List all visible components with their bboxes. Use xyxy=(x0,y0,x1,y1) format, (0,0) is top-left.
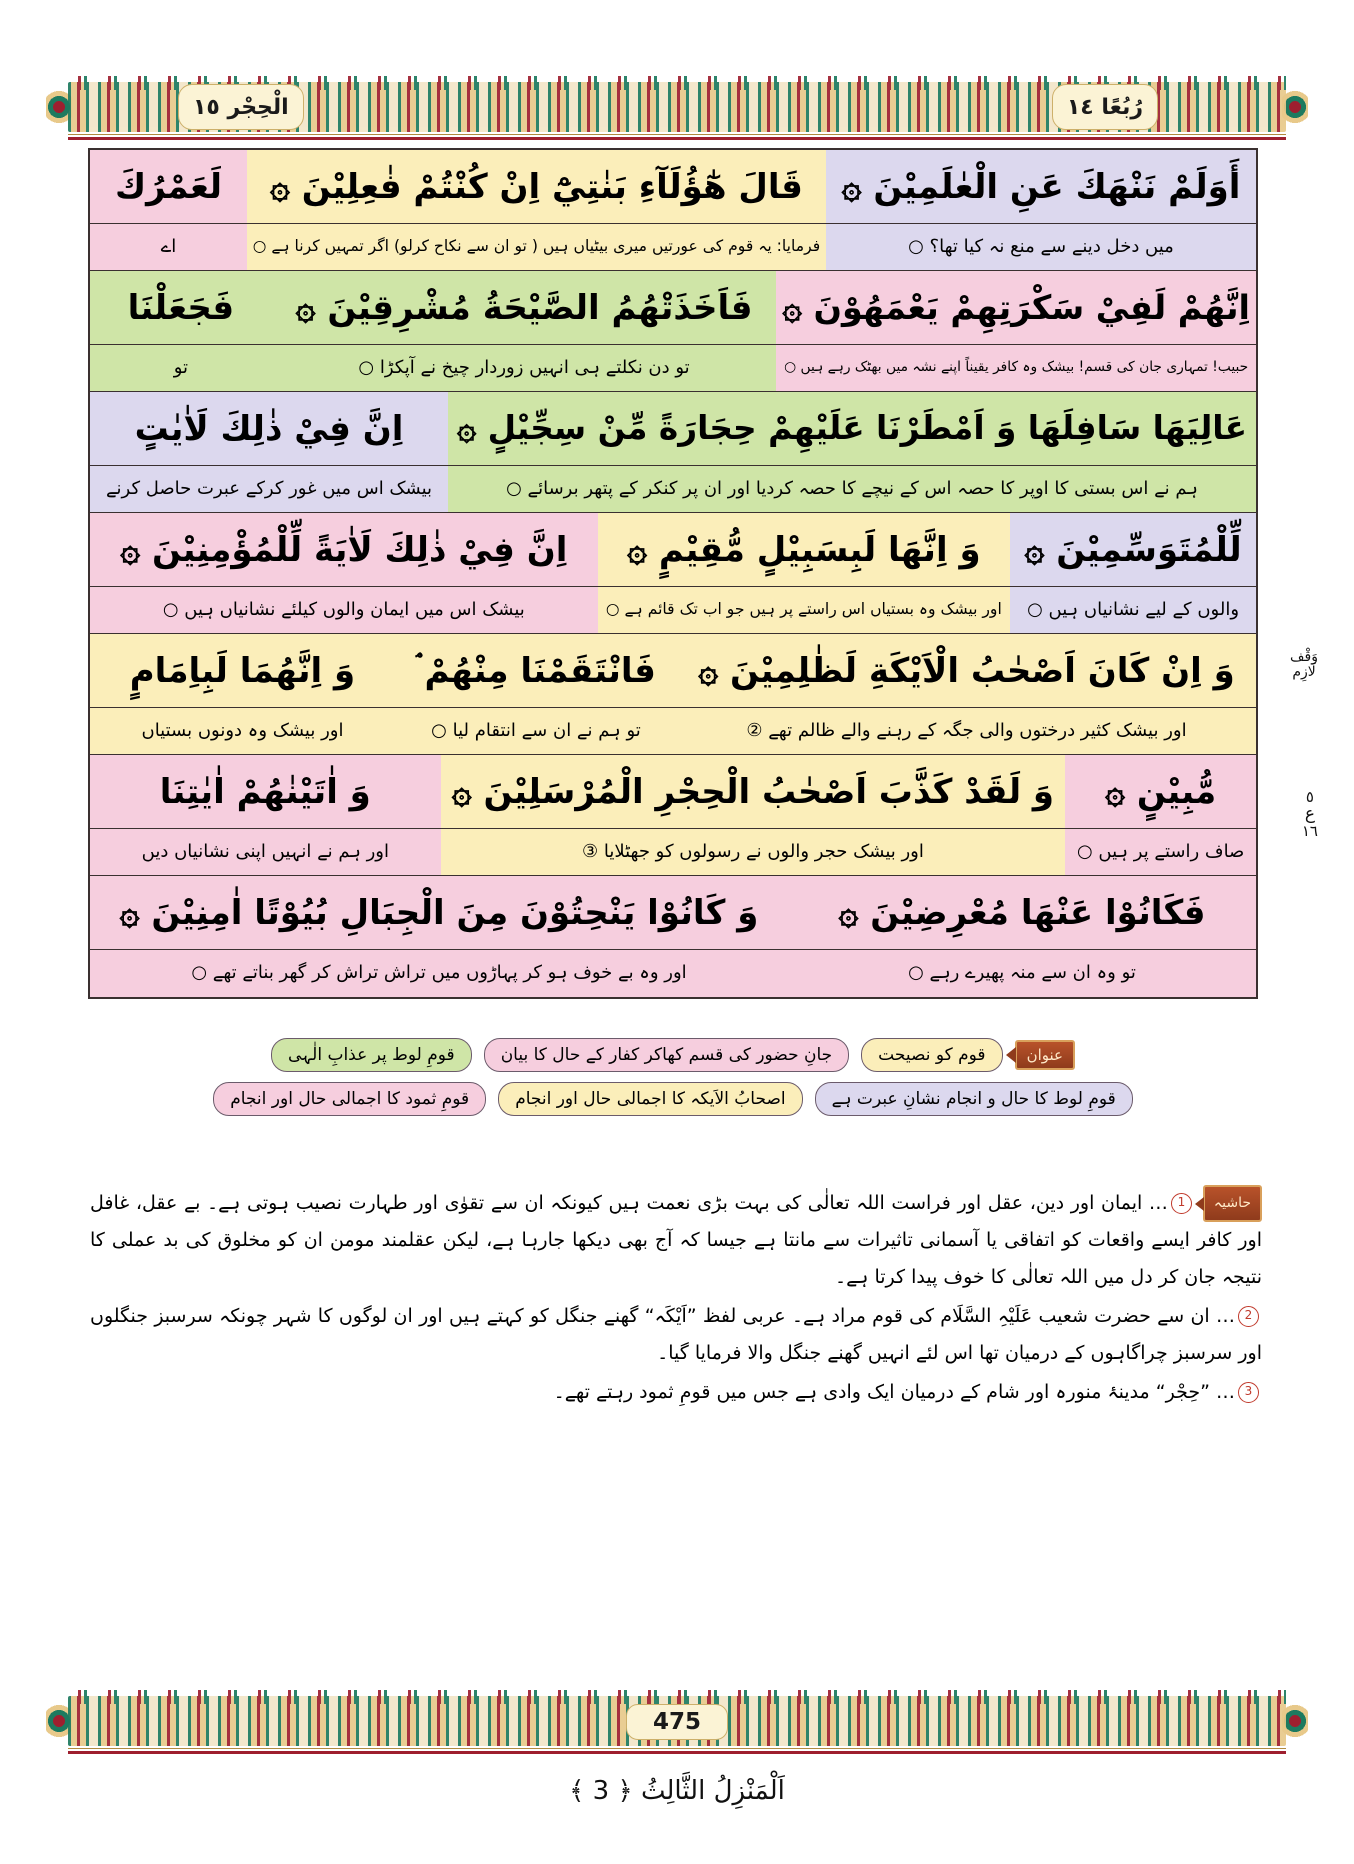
quran-arabic-row xyxy=(90,150,1256,224)
translation-segment: ہم نے اس بستی کا اوپر کا حصہ اس کے نیچے کا حصہ کردیا اور ان پر کنکر کے پتھر برسائے ○ xyxy=(448,466,1256,512)
ayah-segment: وَ اٰتَيْنٰهُمْ اٰيٰتِنَا xyxy=(90,755,441,828)
translation-segment: اور بیشک وہ بستیاں اس راستے پر ہیں جو اب تک قائم ہے ○ xyxy=(598,587,1010,633)
ayah-segment: فَاَخَذَتْهُمُ الصَّيْحَةُ مُشْرِقِيْنَ ۞ xyxy=(272,271,777,344)
page-number-label: 475 xyxy=(626,1704,728,1740)
ayah-segment: وَ اِنَّهُمَا لَبِاِمَامٍ xyxy=(90,634,395,707)
ayah-segment: فَكَانُوْا عَنْهَا مُعْرِضِيْنَ ۞ xyxy=(788,876,1256,949)
ayah-segment: لِّلْمُتَوَسِّمِيْنَ ۞ xyxy=(1010,513,1256,586)
header-rule-red xyxy=(68,137,1286,140)
ayah-segment: اِنَّ فِيْ ذٰلِكَ لَاٰيٰتٍ xyxy=(90,392,448,465)
ayah-segment: وَ كَانُوْا يَنْحِتُوْنَ مِنَ الْجِبَالِ بُيُوْتًا اٰمِنِيْنَ ۞ xyxy=(90,876,788,949)
topic-pill: قومِ لوط پر عذابِ الٰہی xyxy=(271,1038,472,1072)
surah-name-cartouche xyxy=(178,84,304,130)
translation-segment: حبیب! تمہاری جان کی قسم! بیشک وہ کافر یقیناً اپنے نشہ میں بھٹک رہے ہیں ○ xyxy=(776,345,1256,391)
quran-arabic-row xyxy=(90,271,1256,345)
margin-ruku-mark: ٥ ع ١٦ xyxy=(1301,788,1318,840)
quran-urdu-row xyxy=(90,466,1256,513)
quran-urdu-row xyxy=(90,224,1256,271)
footnote-text: … ایمان اور دین، عقل اور فراست اللہ تعالٰی کی بہت بڑی نعمت ہیں کیونکہ ان سے تقوٰی اور طہارت نصیب ہوتی ہے۔ بے عقل، غافل اور کافر ایسے واقعات کو اتفاقی یا آسمانی تاثیرات سے مانتا ہے جیسا کہ آج بھی دیکھا جارہا ہے، لیکن عقلمند مومن ان کو مخلوق کی بد عملی کا نتیجہ جان کر دل میں اللہ تعالٰی کا خوف پیدا کرتا ہے۔ xyxy=(90,1192,1262,1289)
ayah-segment: لَعَمْرُكَ xyxy=(90,150,247,223)
footnote-marker: 3 xyxy=(1238,1382,1259,1403)
header-rule-gold xyxy=(68,134,1286,135)
quran-arabic-row xyxy=(90,755,1256,829)
translation-segment: تو وہ ان سے منہ پھیرے رہے ○ xyxy=(788,950,1256,997)
ayah-segment: اِنَّ فِيْ ذٰلِكَ لَاٰيَةً لِّلْمُؤْمِنِيْنَ ۞ xyxy=(90,513,598,586)
quran-arabic-row xyxy=(90,876,1256,950)
translation-segment: اور بیشک کثیر درختوں والی جگہ کے رہنے والے ظالم تھے ② xyxy=(677,708,1256,754)
hashiya-tag: حاشیہ xyxy=(1203,1185,1262,1222)
quran-urdu-row xyxy=(90,829,1256,876)
footnote-marker: 2 xyxy=(1238,1306,1259,1327)
page-header-band xyxy=(68,78,1286,140)
topic-pill: قوم کو نصیحت xyxy=(861,1038,1002,1072)
footnote-item xyxy=(90,1298,1262,1372)
topic-pill: قومِ لوط کا حال و انجام نشانِ عبرت ہے xyxy=(815,1082,1133,1116)
translation-segment: بیشک اس میں غور کرکے عبرت حاصل کرنے xyxy=(90,466,448,512)
topic-pill: قومِ ثمود کا اجمالی حال اور انجام xyxy=(213,1082,486,1116)
translation-segment: اور وہ بے خوف ہو کر پہاڑوں میں تراش تراش کر گھر بناتے تھے ○ xyxy=(90,950,788,997)
translation-segment: تو دن نکلتے ہی انہیں زوردار چیخ نے آپکڑا ○ xyxy=(272,345,777,391)
translation-segment: والوں کے لیے نشانیاں ہیں ○ xyxy=(1010,587,1256,633)
quran-text-table xyxy=(88,148,1258,999)
ayah-segment: مُّبِيْنٍ ۞ xyxy=(1065,755,1256,828)
translation-segment: بیشک اس میں ایمان والوں کیلئے نشانیاں ہیں ○ xyxy=(90,587,598,633)
topic-pill: جانِ حضور کی قسم کھاکر کفار کے حال کا بیان xyxy=(484,1038,849,1072)
quran-arabic-row xyxy=(90,634,1256,708)
translation-segment: اے xyxy=(90,224,247,270)
ayah-segment: فَجَعَلْنَا xyxy=(90,271,272,344)
footer-rule-red xyxy=(68,1751,1286,1754)
footnote-marker: 1 xyxy=(1171,1193,1192,1214)
quran-urdu-row xyxy=(90,950,1256,997)
translation-segment: فرمایا: یہ قوم کی عورتیں میری بیٹیاں ہیں ( تو ان سے نکاح کرلو) اگر تمہیں کرنا ہے ○ xyxy=(247,224,826,270)
topic-labels-section xyxy=(88,1038,1258,1126)
footnote-item xyxy=(90,1374,1262,1411)
translation-segment: اور بیشک وہ دونوں بستیاں xyxy=(90,708,395,754)
rub-cartouche xyxy=(1052,84,1158,130)
translation-segment: تو ہم نے ان سے انتقام لیا ○ xyxy=(395,708,677,754)
footnotes-section xyxy=(90,1185,1262,1414)
topic-row-1 xyxy=(88,1038,1258,1072)
rub-label: رُبُعًا ١٤ xyxy=(1066,94,1143,120)
ayah-segment: وَ اِنَّهَا لَبِسَبِيْلٍ مُّقِيْمٍ ۞ xyxy=(598,513,1010,586)
translation-segment: صاف راستے پر ہیں ○ xyxy=(1065,829,1256,875)
surah-name-label: الْحِجْر ١٥ xyxy=(193,94,289,120)
manzil-label: اَلْمَنْزِلُ الثَّالِثُ ﴿ 3 ﴾ xyxy=(569,1776,785,1806)
topic-row-2 xyxy=(88,1082,1258,1116)
translation-segment: میں دخل دینے سے منع نہ کیا تھا؟ ○ xyxy=(826,224,1256,270)
unwan-tag: عنوان xyxy=(1015,1040,1075,1070)
page-number-cartouche xyxy=(0,1704,1354,1740)
ayah-segment: فَانْتَقَمْنَا مِنْهُمْ ۘ xyxy=(395,634,677,707)
ayah-segment: اِنَّهُمْ لَفِيْ سَكْرَتِهِمْ يَعْمَهُوْنَ ۞ xyxy=(776,271,1256,344)
margin-waqf-mark: وَقْف لَازِم xyxy=(1290,649,1318,681)
topic-pill: اصحابُ الاَیکہ کا اجمالی حال اور انجام xyxy=(498,1082,802,1116)
quran-urdu-row xyxy=(90,345,1256,392)
ayah-segment: قَالَ هٰٓؤُلَآءِ بَنٰتِيْٓ اِنْ كُنْتُمْ فٰعِلِيْنَ ۞ xyxy=(247,150,826,223)
footnote-text: … ان سے حضرت شعیب عَلَیْہِ السَّلَام کی قوم مراد ہے۔ عربی لفظ ”اَیْکَہ“ گھنے جنگل کو کہتے ہیں اور ان لوگوں کا شہر چونکہ سرسبز جنگلوں اور سرسبز چراگاہوں کے درمیان تھا اس لئے انہیں گھنے جنگل والا فرمایا گیا۔ xyxy=(90,1305,1262,1365)
quran-urdu-row xyxy=(90,587,1256,634)
footnote-item xyxy=(90,1185,1262,1296)
footnote-text: … ”حِجْر“ مدینۂ منورہ اور شام کے درمیان ایک وادی ہے جس میں قومِ ثمود رہتے تھے۔ xyxy=(553,1381,1235,1404)
translation-segment: اور بیشک حجر والوں نے رسولوں کو جھٹلایا ③ xyxy=(441,829,1066,875)
quran-urdu-row xyxy=(90,708,1256,755)
translation-segment: تو xyxy=(90,345,272,391)
ayah-segment: وَ لَقَدْ كَذَّبَ اَصْحٰبُ الْحِجْرِ الْمُرْسَلِيْنَ ۞ xyxy=(441,755,1066,828)
translation-segment: اور ہم نے انہیں اپنی نشانیاں دیں xyxy=(90,829,441,875)
ayah-segment: أَوَلَمْ نَنْهَكَ عَنِ الْعٰلَمِيْنَ ۞ xyxy=(826,150,1256,223)
ayah-segment: عَالِيَهَا سَافِلَهَا وَ اَمْطَرْنَا عَلَيْهِمْ حِجَارَةً مِّنْ سِجِّيْلٍ ۞ xyxy=(448,392,1256,465)
footer-rule-gold xyxy=(68,1748,1286,1749)
quran-arabic-row xyxy=(90,392,1256,466)
ayah-segment: وَ اِنْ كَانَ اَصْحٰبُ الْاَيْكَةِ لَظٰلِمِيْنَ ۞ xyxy=(677,634,1256,707)
quran-arabic-row xyxy=(90,513,1256,587)
